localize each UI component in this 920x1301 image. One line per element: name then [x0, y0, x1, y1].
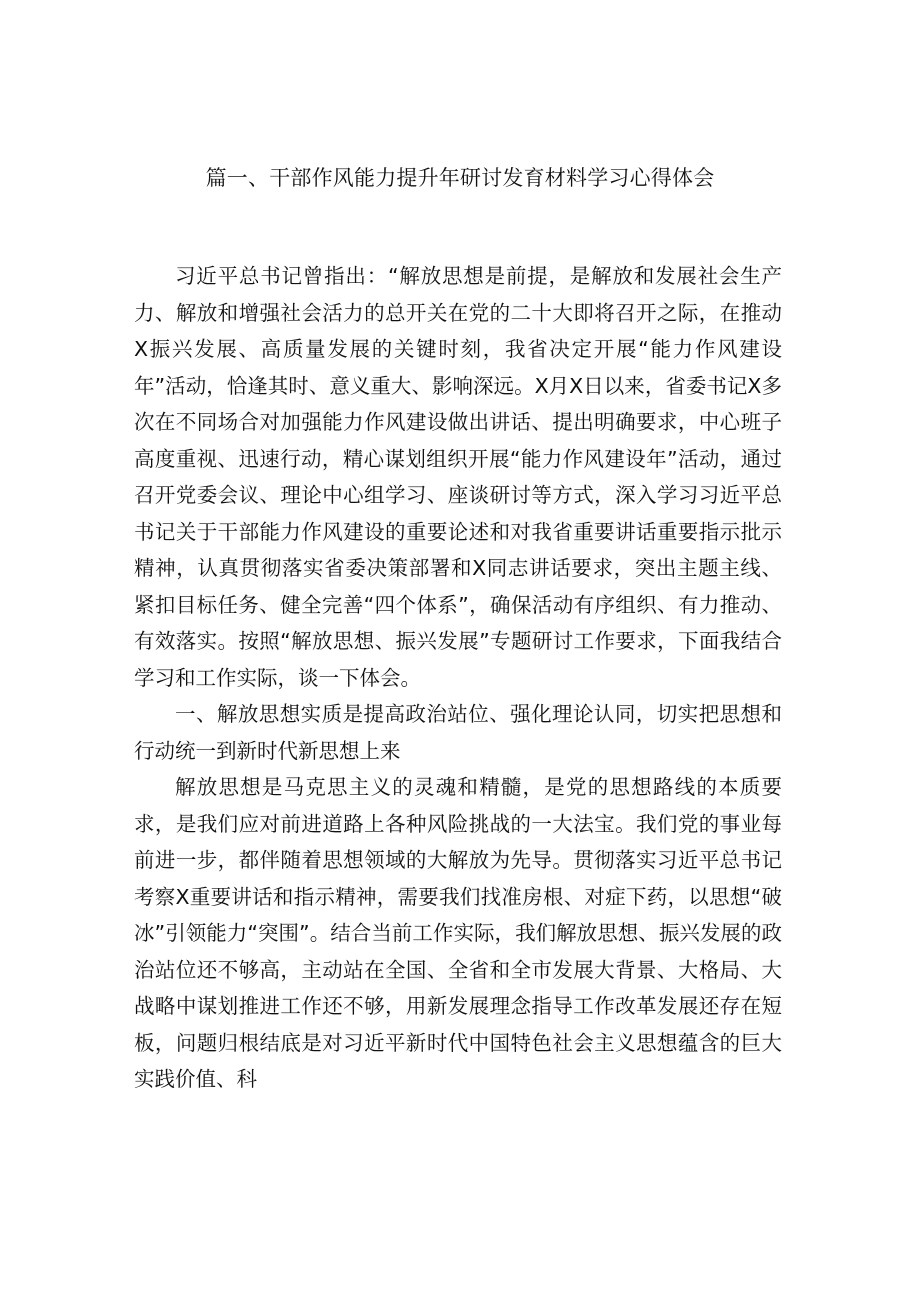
document-title: 篇一、干部作风能力提升年研讨发育材料学习心得体会: [205, 166, 715, 190]
section-heading-1: 一、解放思想实质是提高政治站位、强化理论认同，切实把思想和行动统一到新时代新思想上来: [134, 702, 782, 763]
document-body: [134, 258, 782, 1098]
paragraph-intro: 习近平总书记曾指出：“解放思想是前提，是解放和发展社会生产力、解放和增强社会活力的总开关在党的二十大即将召开之际，在推动X振兴发展、高质量发展的关键时刻，我省决定开展“能力作风建设年”活动，恰逢其时、意义重大、影响深远。X月X日以来，省委书记X多次在不同场合对加强能力作风建设做出讲话、提出明确要求，中心班子高度重视、迅速行动，精心谋划组织开展“能力作风建设年”活动，通过召开党委会议、理论中心组学习、座谈研讨等方式，深入学习习近平总书记关于干部能力作风建设的重要论述和对我省重要讲话重要指示批示精神，认真贯彻落实省委决策部署和X同志讲话要求，突出主题主线、紧扣目标任务、健全完善“四个体系”，确保活动有序组织、有力推动、有效落实。按照“解放思想、振兴发展”专题研讨工作要求，下面我结合学习和工作实际，谈一下体会。: [134, 264, 782, 690]
paragraph-section-1: 解放思想是马克思主义的灵魂和精髓，是党的思想路线的本质要求，是我们应对前进道路上各种风险挑战的一大法宝。我们党的事业每前进一步，都伴随着思想领域的大解放为先导。贯彻落实习近平总书记考察X重要讲话和指示精神，需要我们找准房根、对症下药，以思想“破冰”引领能力“突围”。结合当前工作实际，我们解放思想、振兴发展的政治站位还不够高，主动站在全国、全省和全市发展大背景、大格局、大战略中谋划推进工作还不够，用新发展理念指导工作改革发展还存在短板，问题归根结底是对习近平新时代中国特色社会主义思想蕴含的巨大实践价值、科: [134, 775, 782, 1091]
